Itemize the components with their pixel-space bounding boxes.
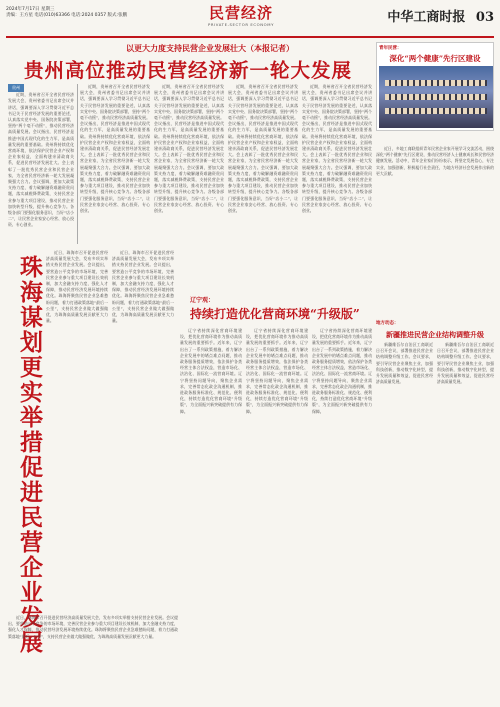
liaoning-body-3: 辽宁省持续深化营商环境建设，把优化营商环境作为推动高质量发展的重要抓手。近年来，辽宁出台了一系列政策措施，着力解决企业发展中的堵点难点问题，推动政务服务提质增效，依法保护各类经营主体合法权益，营造市场化、法治化、国际化一流营商环境。辽宁将坚持问题导向，聚焦企业需求，完善常态化政企沟通机制，推进政务服务标准化、规范化、便利化，持续打造优化营商环境“升级版”，为全面振兴新突破提供有力保障。	[312, 328, 372, 414]
masthead-meta	[6, 7, 156, 19]
lead-body-4: 近期，贵州省召开全省民营经济发展大会，贵州省委书记出席会议并讲话，强调要深入学习贯彻习近平总书记关于民营经济发展的重要论述，认真落实党中央、国务院决策部署，坚持“两个毫不动摇”，推动民营经济高质量发展。会议指出，民营经济是推进中国式现代化的生力军，是高质量发展的重要基础。贵州将持续优化营商环境，依法保护民营企业产权和企业家权益，全面构建亲清政商关系，促进民营经济发展壮大。会上表彰了一批优秀民营企业和民营企业家，为全省民营经济新一轮大发展凝聚强大合力。会议强调，要加大政策支持力度，着力破解融资难融资贵问题，落实减税降费政策，支持民营企业参与重大项目建设，推动民营企业加快转型升级，提升核心竞争力。各级各部门要强化服务意识，当好“店小二”，让民营企业家安心经营、放心投资、专心创业。	[228, 84, 298, 214]
right-body-2a	[376, 342, 433, 702]
liaoning-body-2: 辽宁省持续深化营商环境建设，把优化营商环境作为推动高质量发展的重要抓手。近年来，辽宁出台了一系列政策措施，着力解决企业发展中的堵点难点问题，推动政务服务提质增效，依法保护各类经营主体合法权益，营造市场化、法治化、国际化一流营商环境。辽宁将坚持问题导向，聚焦企业需求，完善常态化政企沟通机制，推进政务服务标准化、规范化、便利化，持续打造优化营商环境“升级版”，为全面振兴新突破提供有力保障。	[246, 328, 308, 414]
lead-column-3	[154, 84, 224, 234]
zhuhai-body-2: 近日，珠海市召开促进民营经济高质量发展大会，发布多项实举措支持民营企业发展。会议提出，要营造公平竞争的市场环境，完善民营企业参与重大项目建设长效机制，加大金融支持力度，强化人才保障，推动民营经济发展环境持续优化。珠海将聚焦民营企业急难愁盼问题，着力打通政策落地“最后一公里”，支持民营企业做大做强做优，为珠海高质量发展贡献更大力量。	[112, 250, 174, 324]
page-number: 03	[475, 10, 494, 25]
masthead	[6, 4, 494, 34]
right-body-2b-text: 新疆维吾尔自治区工商联近日召开会议，部署推进民营企业结构调整升级工作。会议要求，要引导民营企业聚焦主业，加强科技创新，推动数字化转型，提升发展质量和效益，促进民营经济高质量发展。	[437, 342, 494, 385]
zhuhai-column-3	[8, 615, 178, 703]
lead-body-5: 近期，贵州省召开全省民营经济发展大会，贵州省委书记出席会议并讲话，强调要深入学习贯彻习近平总书记关于民营经济发展的重要论述，认真落实党中央、国务院决策部署，坚持“两个毫不动摇”，推动民营经济高质量发展。会议指出，民营经济是推进中国式现代化的生力军，是高质量发展的重要基础。贵州将持续优化营商环境，依法保护民营企业产权和企业家权益，全面构建亲清政商关系，促进民营经济发展壮大。会上表彰了一批优秀民营企业和民营企业家，为全省民营经济新一轮大发展凝聚强大合力。会议强调，要加大政策支持力度，着力破解融资难融资贵问题，落实减税降费政策，支持民营企业参与重大项目建设，推动民营企业加快转型升级，提升核心竞争力。各级各部门要强化服务意识，当好“店小二”，让民营企业家安心经营、放心投资、专心创业。	[302, 84, 372, 214]
liaoning-body-1: 辽宁省持续深化营商环境建设，把优化营商环境作为推动高质量发展的重要抓手。近年来，辽宁出台了一系列政策措施，着力解决企业发展中的堵点难点问题，推动政务服务提质增效，依法保护各类经营主体合法权益，营造市场化、法治化、国际化一流营商环境。辽宁将坚持问题导向，聚焦企业需求，完善常态化政企沟通机制，推进政务服务标准化、规范化、便利化，持续打造优化营商环境“升级版”，为全面振兴新突破提供有力保障。	[180, 328, 242, 414]
section-name-en: PRIVATE-SECTOR ECONOMY	[207, 22, 275, 27]
lead-body-2: 近期，贵州省召开全省民营经济发展大会，贵州省委书记出席会议并讲话，强调要深入学习贯彻习近平总书记关于民营经济发展的重要论述，认真落实党中央、国务院决策部署，坚持“两个毫不动摇”，推动民营经济高质量发展。会议指出，民营经济是推进中国式现代化的生力军，是高质量发展的重要基础。贵州将持续优化营商环境，依法保护民营企业产权和企业家权益，全面构建亲清政商关系，促进民营经济发展壮大。会上表彰了一批优秀民营企业和民营企业家，为全省民营经济新一轮大发展凝聚强大合力。会议强调，要加大政策支持力度，着力破解融资难融资贵问题，落实减税降费政策，支持民营企业参与重大项目建设，推动民营企业加快转型升级，提升核心竞争力。各级各部门要强化服务意识，当好“店小二”，让民营企业家安心经营、放心投资、专心创业。	[80, 84, 150, 214]
right-tag: 青年民营：	[379, 46, 402, 51]
liaoning-region: 辽宁观：	[190, 297, 215, 304]
section-name-cn: 民营经济	[208, 4, 273, 22]
liaoning-column-1	[180, 328, 242, 700]
masthead-rule	[6, 36, 494, 38]
lead-column-2	[80, 84, 150, 234]
zhuhai-body-3: 近日，珠海市召开促进民营经济高质量发展大会，发布多项实举措支持民营企业发展。会议提出，要营造公平竞争的市场环境，完善民营企业参与重大项目建设长效机制，加大金融支持力度，强化人才保障，推动民营经济发展环境持续优化。珠海将聚焦民营企业急难愁盼问题，着力打通政策落地“最后一公里”，支持民营企业做大做强做优，为珠海高质量发展贡献更大力量。	[8, 615, 178, 639]
right-headline: 深化“两个健康”先行区建设	[389, 54, 481, 63]
right-headline-2: 新疆推进民营企业结构调整升级	[386, 330, 484, 339]
right-tag-2: 地方动态：	[376, 321, 399, 326]
zhuhai-headline: 珠海谋划更实举措促进民营企业发展	[16, 255, 43, 655]
right-body-2b	[437, 342, 494, 702]
date-line: 2024年7月17日 星期三	[6, 7, 55, 12]
right-story-header	[376, 42, 494, 131]
right-body-text: 近日，多地工商联组织青年民营企业家开展学习交流活动，围绕深化“两个健康”先行区建设，推动民营经济人士健康成长和民营经济健康发展。活动中，青年企业家们纷纷表示，将坚定发展信心，专注实业，加强创新，积极履行社会责任，为地方经济社会发展作出新的更大贡献。	[376, 146, 494, 176]
section-title	[176, 5, 306, 27]
lead-label: 贵州	[8, 84, 24, 92]
lead-kicker: 以更大力度支持民营企业发展壮大（本报记者）	[126, 44, 294, 53]
zhuhai-column-2	[112, 250, 174, 540]
right-column	[376, 42, 494, 704]
paper-title: 中华工商时报	[387, 10, 466, 25]
column-divider	[77, 84, 78, 244]
zhuhai-column-1	[46, 250, 108, 610]
liaoning-headline: 持续打造优化营商环境“升级版”	[190, 307, 360, 321]
zhuhai-body-1: 近日，珠海市召开促进民营经济高质量发展大会，发布多项实举措支持民营企业发展。会议提出，要营造公平竞争的市场环境，完善民营企业参与重大项目建设长效机制，加大金融支持力度，强化人才保障，推动民营经济发展环境持续优化。珠海将聚焦民营企业急难愁盼问题，着力打通政策落地“最后一公里”，支持民营企业做大做强做优，为珠海高质量发展贡献更大力量。	[46, 250, 108, 324]
lead-body-1: 近期，贵州省召开全省民营经济发展大会，贵州省委书记出席会议并讲话，强调要深入学习贯彻习近平总书记关于民营经济发展的重要论述，认真落实党中央、国务院决策部署，坚持“两个毫不动摇”，推动民营经济高质量发展。会议指出，民营经济是推进中国式现代化的生力军，是高质量发展的重要基础。贵州将持续优化营商环境，依法保护民营企业产权和企业家权益，全面构建亲清政商关系，促进民营经济发展壮大。会上表彰了一批优秀民营企业和民营企业家，为全省民营经济新一轮大发展凝聚强大合力。会议强调，要加大政策支持力度，着力破解融资难融资贵问题，落实减税降费政策，支持民营企业参与重大项目建设，推动民营企业加快转型升级，提升核心竞争力。各级各部门要强化服务意识，当好“店小二”，让民营企业家安心经营、放心投资、专心创业。	[8, 92, 74, 228]
right-body	[376, 146, 494, 316]
paper-name	[387, 6, 494, 25]
editor-line: 责编：王方星 电话(010)63366 电话:2024 0357 版式:张鹏	[6, 13, 128, 18]
event-photo	[379, 66, 493, 128]
lead-column-4	[228, 84, 298, 234]
liaoning-column-3	[312, 328, 372, 700]
liaoning-column-2	[246, 328, 308, 700]
lead-column-1	[8, 84, 74, 252]
lead-column-5	[302, 84, 372, 234]
lead-headline: 贵州高位推动民营经济新一轮大发展	[23, 59, 352, 82]
right-body-2a-text: 新疆维吾尔自治区工商联近日召开会议，部署推进民营企业结构调整升级工作。会议要求，要引导民营企业聚焦主业，加强科技创新，推动数字化转型，提升发展质量和效益，促进民营经济高质量发展。	[376, 342, 433, 385]
lead-body-3: 近期，贵州省召开全省民营经济发展大会，贵州省委书记出席会议并讲话，强调要深入学习贯彻习近平总书记关于民营经济发展的重要论述，认真落实党中央、国务院决策部署，坚持“两个毫不动摇”，推动民营经济高质量发展。会议指出，民营经济是推进中国式现代化的生力军，是高质量发展的重要基础。贵州将持续优化营商环境，依法保护民营企业产权和企业家权益，全面构建亲清政商关系，促进民营经济发展壮大。会上表彰了一批优秀民营企业和民营企业家，为全省民营经济新一轮大发展凝聚强大合力。会议强调，要加大政策支持力度，着力破解融资难融资贵问题，落实减税降费政策，支持民营企业参与重大项目建设，推动民营企业加快转型升级，提升核心竞争力。各级各部门要强化服务意识，当好“店小二”，让民营企业家安心经营、放心投资、专心创业。	[154, 84, 224, 214]
